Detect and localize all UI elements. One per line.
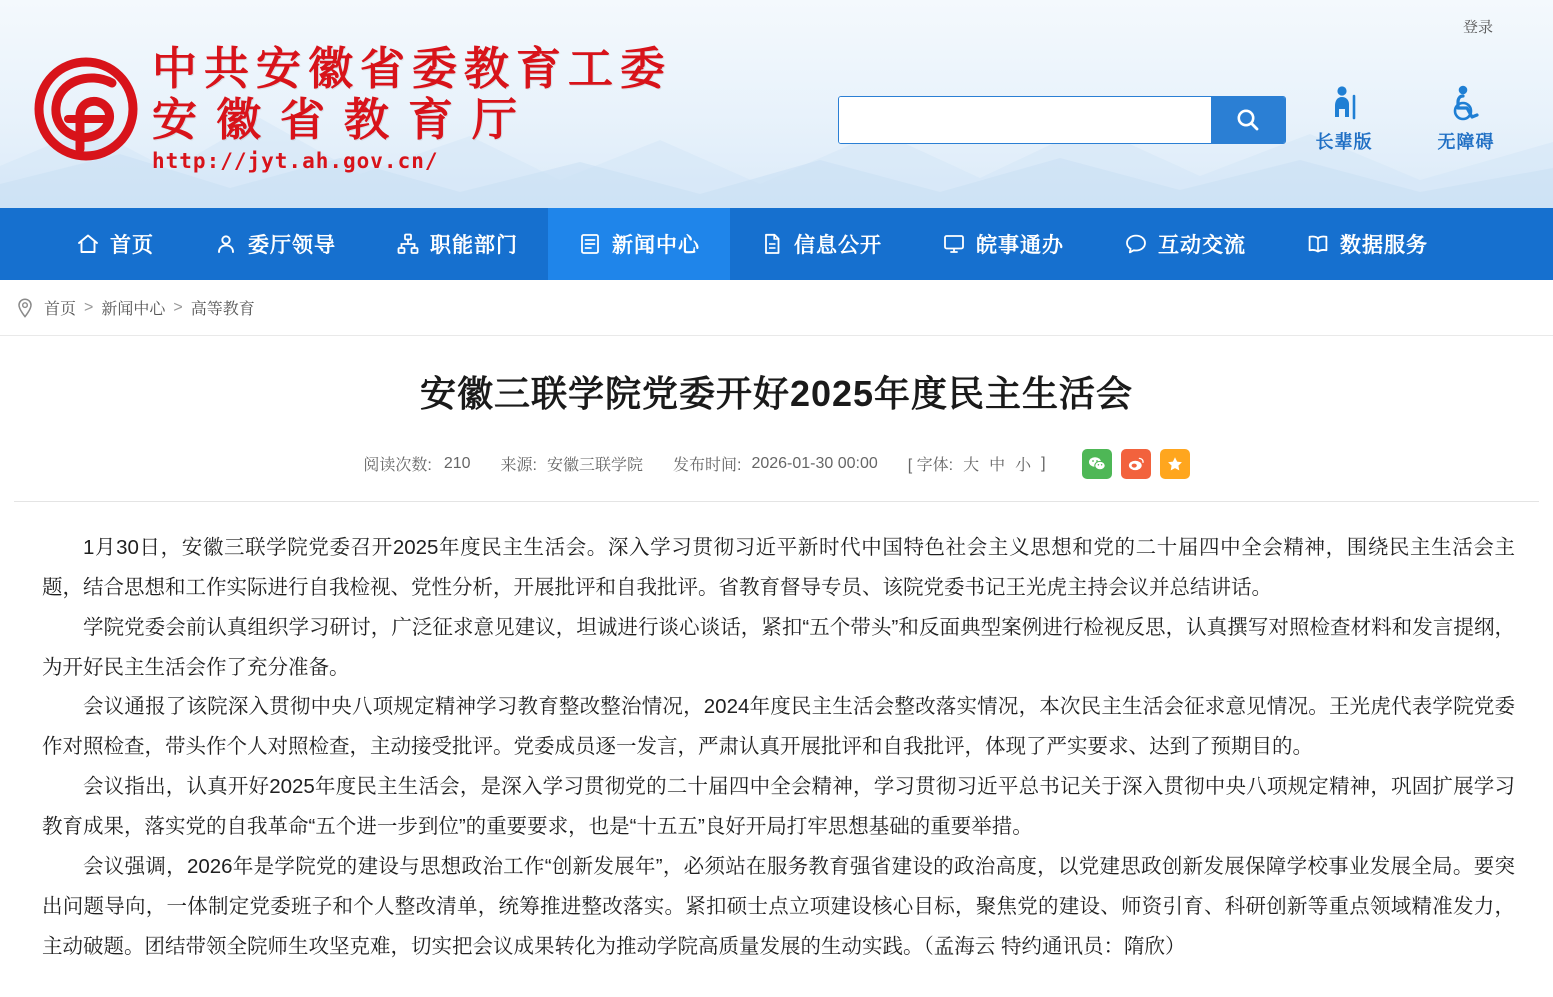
source-label: 来源: <box>500 457 537 475</box>
font-size-medium[interactable]: 中 <box>989 457 1006 475</box>
breadcrumb-separator-2: > <box>173 298 183 316</box>
site-header <box>0 0 1553 208</box>
elderly-mode-button[interactable] <box>1305 84 1383 154</box>
login-link[interactable]: 登录 <box>1462 19 1493 36</box>
nav-item-leadership[interactable] <box>184 208 366 280</box>
accessibility-mode-button[interactable] <box>1427 84 1505 154</box>
nav-label: 皖事通办 <box>976 234 1064 257</box>
breadcrumb-item-higher-education[interactable]: 高等教育 <box>190 301 255 318</box>
publish-time-value: 2026-01-30 00:00 <box>751 454 878 472</box>
nav-label: 职能部门 <box>430 234 518 257</box>
article-meta <box>0 449 1553 479</box>
breadcrumb <box>0 280 1553 336</box>
publish-time-label: 发布时间: <box>673 457 742 475</box>
breadcrumb-item-home[interactable]: 首页 <box>44 301 77 318</box>
article-paragraph: 会议指出，认真开好2025年度民主生活会，是深入学习贯彻党的二十届四中全会精神，学习贯彻习近平总书记关于深入贯彻中央八项规定精神，巩固扩展学习教育成果，落实党的自我革命“五个进一步到位”的重要要求，也是“十五五”良好开局打牢思想基础的重要举措。 <box>42 775 1515 839</box>
favorite-share-icon[interactable] <box>1160 449 1190 479</box>
logo-line-2: 安徽省教育厅 <box>152 93 537 146</box>
font-size-close-bracket: ] <box>1041 454 1046 472</box>
monitor-icon <box>942 232 966 256</box>
share-group <box>1082 449 1190 479</box>
search-input[interactable] <box>839 97 1211 143</box>
nav-label: 互动交流 <box>1158 234 1246 257</box>
nav-item-news-center[interactable] <box>548 208 730 280</box>
search-icon <box>1235 107 1261 133</box>
accessibility-mode-label: 无障碍 <box>1437 132 1495 152</box>
weibo-share-icon[interactable] <box>1121 449 1151 479</box>
views-value: 210 <box>443 454 471 472</box>
font-size-large[interactable]: 大 <box>963 457 980 475</box>
font-size-control <box>908 452 1046 475</box>
font-size-small[interactable]: 小 <box>1015 457 1032 475</box>
font-size-label: [ 字体: <box>907 457 954 475</box>
views-label: 阅读次数: <box>363 457 432 475</box>
document-icon <box>760 232 784 256</box>
location-pin-icon <box>14 297 36 319</box>
nav-label: 首页 <box>110 234 154 257</box>
search-button[interactable] <box>1211 97 1285 143</box>
search-box[interactable] <box>838 96 1286 144</box>
wechat-share-icon[interactable] <box>1082 449 1112 479</box>
breadcrumb-item-news-center[interactable]: 新闻中心 <box>101 301 166 318</box>
nav-item-interaction[interactable] <box>1094 208 1276 280</box>
user-icon <box>214 232 238 256</box>
sitemap-icon <box>396 232 420 256</box>
nav-label: 委厅领导 <box>248 234 336 257</box>
elderly-person-icon <box>1305 84 1383 122</box>
article-paragraph: 会议通报了该院深入贯彻中央八项规定精神学习教育整改整治情况，2024年度民主生活会整改落实情况，本次民主生活会征求意见情况。王光虎代表学院党委作对照检查，带头作个人对照检查，主动接受批评。党委成员逐一发言，严肃认真开展批评和自我批评，体现了严实要求、达到了预期目的。 <box>42 695 1515 759</box>
main-navigation <box>0 208 1553 280</box>
article-paragraph: 学院党委会前认真组织学习研讨，广泛征求意见建议，坦诚进行谈心谈话，紧扣“五个带头”和反面典型案例进行检视反思，认真撰写对照检查材料和发言提纲，为开好民主生活会作了充分准备。 <box>42 615 1515 679</box>
logo-line-1: 中共安徽省委教育工委 <box>152 42 673 95</box>
logo-url: http://jyt.ah.gov.cn/ <box>152 149 439 173</box>
chat-icon <box>1124 232 1148 256</box>
nav-label: 新闻中心 <box>612 234 700 257</box>
nav-label: 信息公开 <box>794 234 882 257</box>
nav-item-service-hall[interactable] <box>912 208 1094 280</box>
book-icon <box>1306 232 1330 256</box>
breadcrumb-separator-1: > <box>84 298 94 316</box>
article-paragraph: 会议强调，2026年是学院党的建设与思想政治工作“创新发展年”，必须站在服务教育强省建设的政治高度，以党建思政创新发展保障学校事业发展全局。要突出问题导向，一体制定党委班子和个人整改清单，统筹推进整改落实。紧扣硕士点立项建设核心目标，聚焦党的建设、师资引育、科研创新等重点领域精准发力，主动破题。团结带领全院师生攻坚克难，切实把会议成果转化为推动学院高质量发展的生动实践。（孟海云 特约通讯员：隋欣） <box>42 855 1515 959</box>
emblem-icon <box>34 57 138 161</box>
nav-item-departments[interactable] <box>366 208 548 280</box>
elderly-mode-label: 长辈版 <box>1315 132 1373 152</box>
home-icon <box>76 232 100 256</box>
source-value: 安徽三联学院 <box>546 457 643 475</box>
site-logo[interactable] <box>34 42 673 173</box>
nav-label: 数据服务 <box>1340 234 1428 257</box>
accessibility-group <box>1305 84 1505 154</box>
page-title: 安徽三联学院党委开好2025年度民主生活会 <box>419 373 1134 414</box>
nav-item-home[interactable] <box>46 208 184 280</box>
article <box>0 336 1553 967</box>
article-paragraph: 1月30日，安徽三联学院党委召开2025年度民主生活会。深入学习贯彻习近平新时代中国特色社会主义思想和党的二十届四中全会精神，围绕民主生活会主题，结合思想和工作实际进行自我检视、党性分析，开展批评和自我批评。省教育督导专员、该院党委书记王光虎主持会议并总结讲话。 <box>42 535 1515 599</box>
nav-item-data-services[interactable] <box>1276 208 1458 280</box>
nav-item-information-disclosure[interactable] <box>730 208 912 280</box>
wheelchair-icon <box>1427 84 1505 122</box>
article-body <box>0 502 1553 968</box>
news-icon <box>578 232 602 256</box>
